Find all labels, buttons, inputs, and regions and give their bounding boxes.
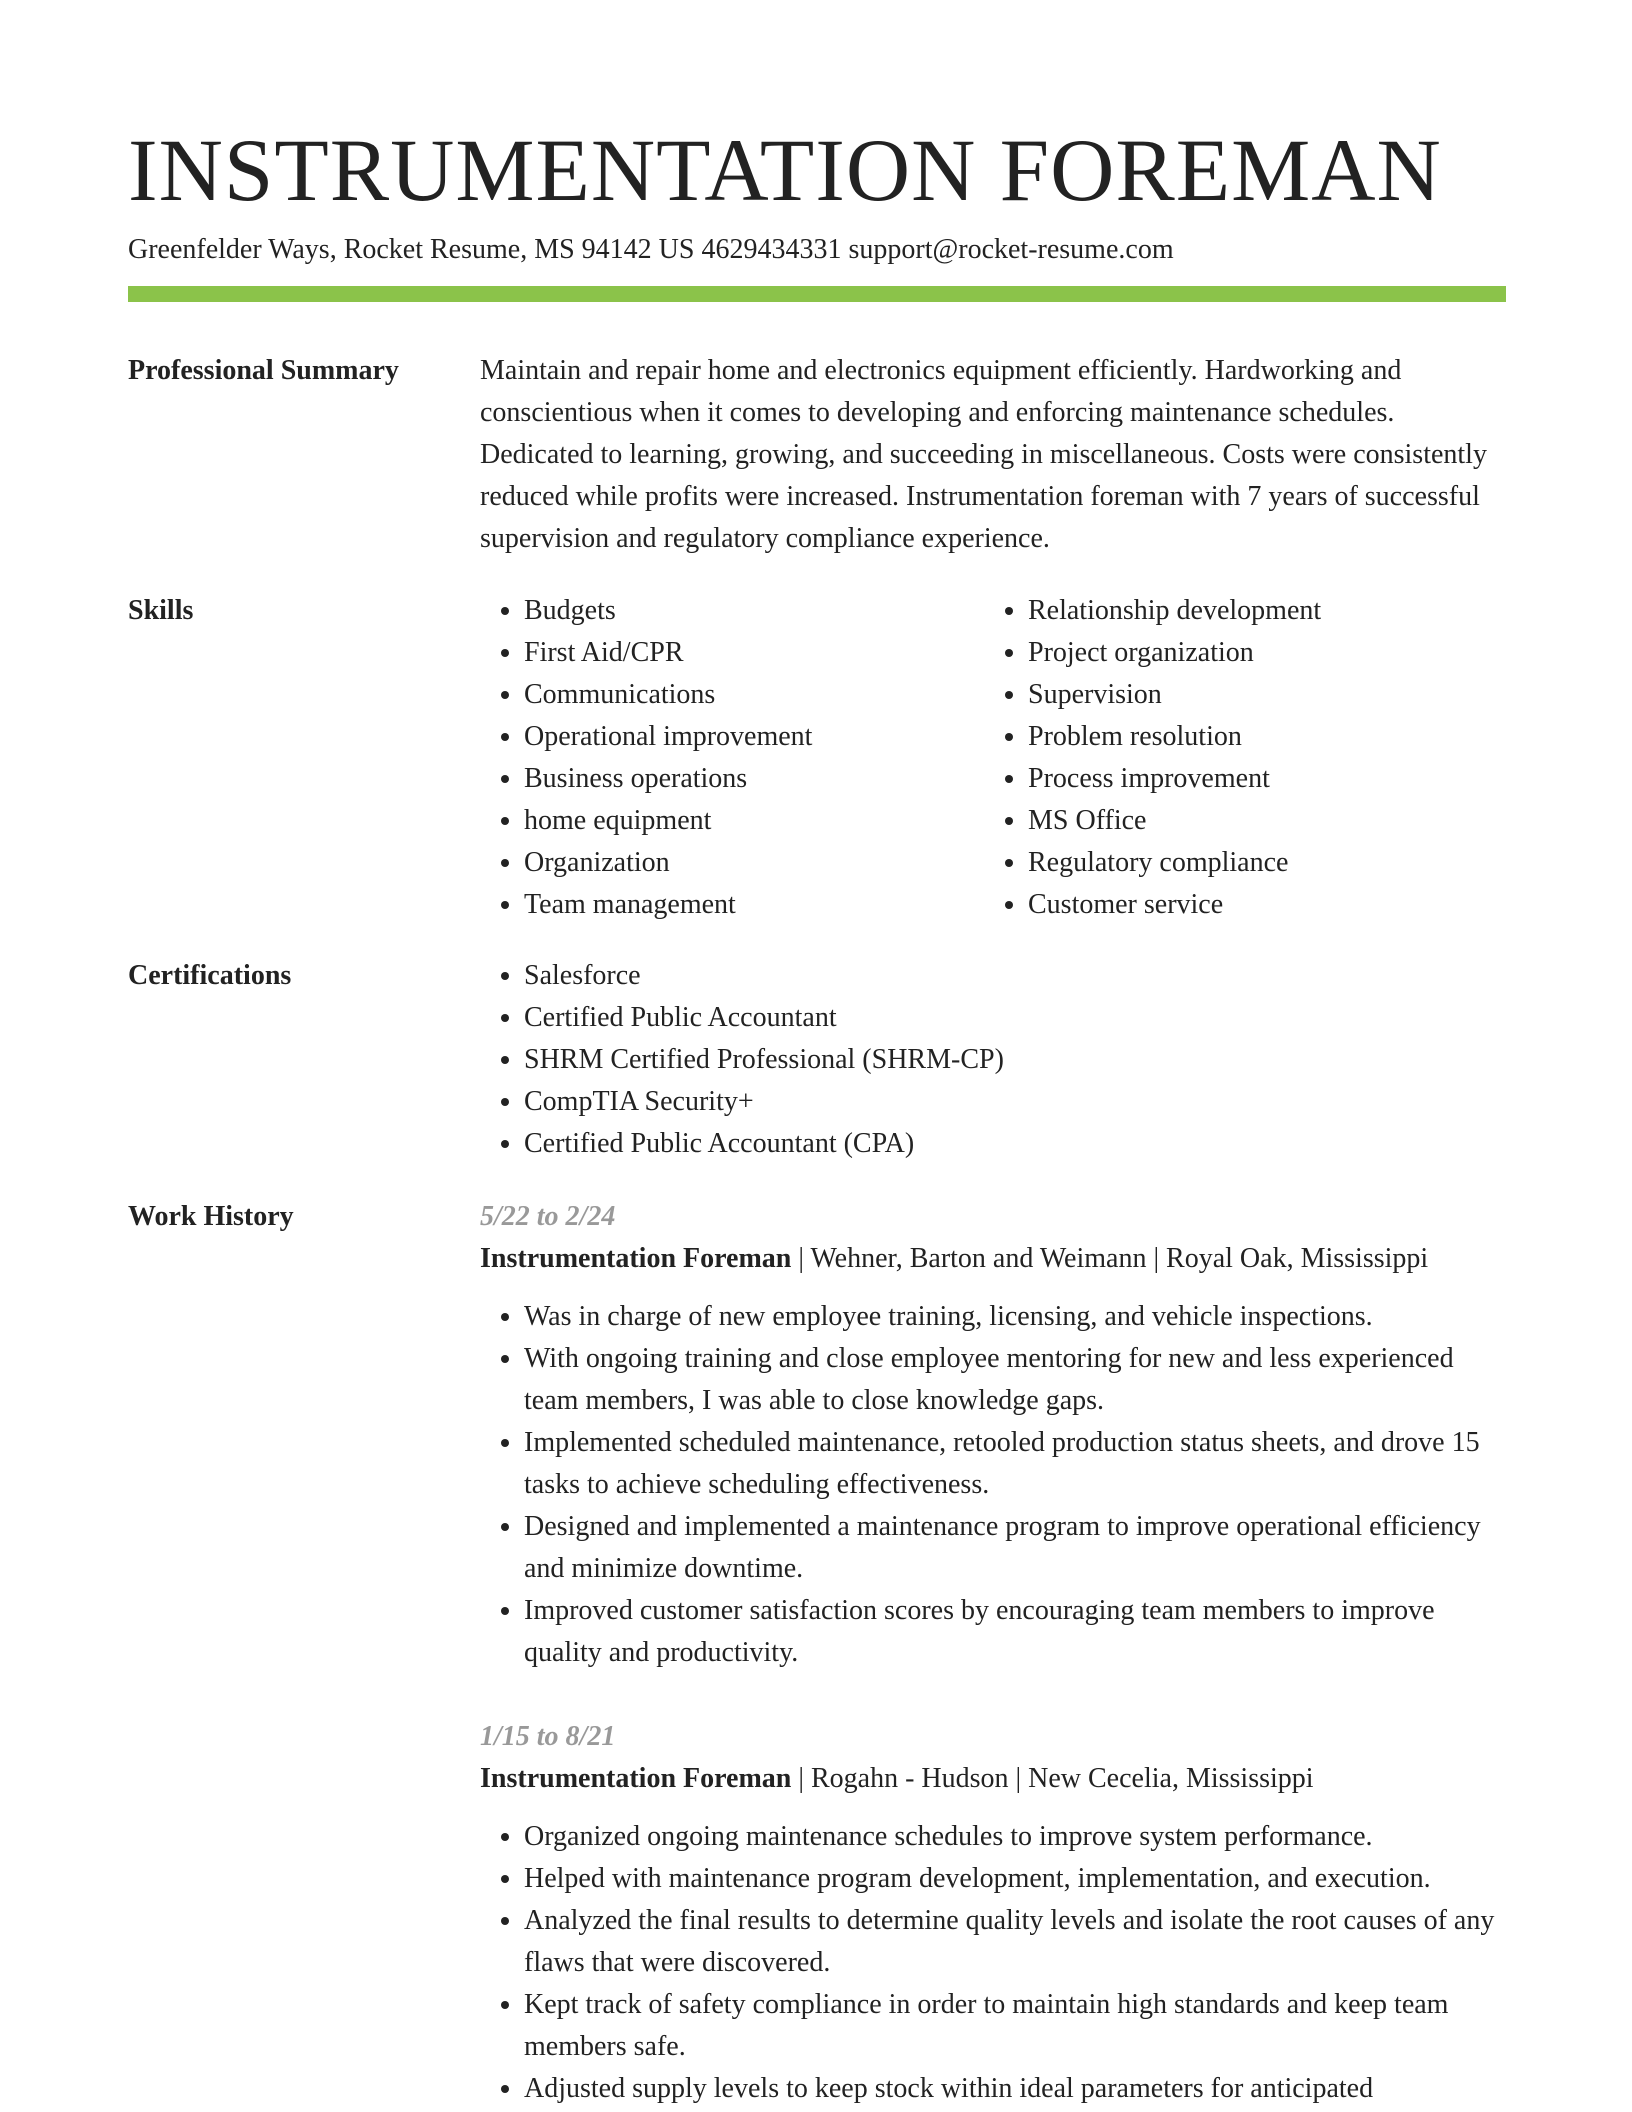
- job-details: | Wehner, Barton and Weimann | Royal Oak, Mississippi: [791, 1243, 1429, 1274]
- skill-item: • Customer service: [1028, 884, 1528, 926]
- skills-list-left: [480, 590, 1024, 926]
- job-heading: [480, 1758, 1506, 1800]
- summary-label: Professional Summary: [128, 355, 399, 386]
- job-bullet: • Adjusted supply levels to keep stock within ideal parameters for anticipated: [524, 2068, 1506, 2110]
- skill-item: • MS Office: [1028, 800, 1528, 842]
- job-entry: [480, 1716, 1506, 2110]
- job-bullet: • Was in charge of new employee training, licensing, and vehicle inspections.: [524, 1296, 1506, 1338]
- skill-item: • Process improvement: [1028, 758, 1528, 800]
- skills-label: Skills: [128, 595, 194, 626]
- skill-item: • Problem resolution: [1028, 716, 1528, 758]
- resume-name: INSTRUMENTATION FOREMAN: [128, 122, 1442, 220]
- job-dates: 5/22 to 2/24: [480, 1201, 616, 1232]
- summary-text: Maintain and repair home and electronics equipment efficiently. Hardworking and conscientious when it comes to developing and enforcing maintenance schedules. Dedicated to learning, growing, and succeeding in miscellaneous. Costs were consistently reduced while profits were increased. Instrumentation foreman with 7 years of successful supervision and regulatory compliance experience.: [480, 355, 1487, 554]
- job-bullet: • Helped with maintenance program development, implementation, and execution.: [524, 1858, 1506, 1900]
- certifications-list: [480, 955, 1506, 1165]
- skill-item: • Team management: [524, 884, 1024, 926]
- job-details: | Rogahn - Hudson | New Cecelia, Mississippi: [791, 1763, 1314, 1794]
- job-entry: [480, 1196, 1506, 1674]
- job-bullets: [480, 1816, 1506, 2110]
- skill-item: • Supervision: [1028, 674, 1528, 716]
- certifications-label: Certifications: [128, 960, 292, 991]
- certification-item: • SHRM Certified Professional (SHRM-CP): [524, 1039, 1506, 1081]
- skills-list-right: [984, 590, 1528, 926]
- skill-item: • home equipment: [524, 800, 1024, 842]
- job-title: Instrumentation Foreman: [480, 1763, 792, 1794]
- job-heading: [480, 1238, 1506, 1280]
- skill-item: • Operational improvement: [524, 716, 1024, 758]
- job-bullet: • Organized ongoing maintenance schedules to improve system performance.: [524, 1816, 1506, 1858]
- skill-item: • Communications: [524, 674, 1024, 716]
- skill-item: • Project organization: [1028, 632, 1528, 674]
- accent-divider: [128, 286, 1506, 302]
- job-bullet: • Analyzed the final results to determine quality levels and isolate the root causes of any flaws that were discovered.: [524, 1900, 1506, 1984]
- work-history-label: Work History: [128, 1201, 294, 1232]
- skill-item: • Regulatory compliance: [1028, 842, 1528, 884]
- job-title: Instrumentation Foreman: [480, 1243, 792, 1274]
- skill-item: • Business operations: [524, 758, 1024, 800]
- job-bullet: • Designed and implemented a maintenance program to improve operational efficiency and minimize downtime.: [524, 1506, 1506, 1590]
- skill-item: • Budgets: [524, 590, 1024, 632]
- certification-item: • Certified Public Accountant (CPA): [524, 1123, 1506, 1165]
- job-bullet: • Kept track of safety compliance in order to maintain high standards and keep team members safe.: [524, 1984, 1506, 2068]
- job-bullet: • With ongoing training and close employee mentoring for new and less experienced team members, I was able to close knowledge gaps.: [524, 1338, 1506, 1422]
- contact-line: Greenfelder Ways, Rocket Resume, MS 94142 US 4629434331 support@rocket-resume.com: [128, 234, 1174, 265]
- certification-item: • Salesforce: [524, 955, 1506, 997]
- certification-item: • Certified Public Accountant: [524, 997, 1506, 1039]
- certification-item: • CompTIA Security+: [524, 1081, 1506, 1123]
- skill-item: • Relationship development: [1028, 590, 1528, 632]
- job-bullet: • Improved customer satisfaction scores by encouraging team members to improve quality and productivity.: [524, 1590, 1506, 1674]
- job-dates: 1/15 to 8/21: [480, 1721, 616, 1752]
- job-bullets: [480, 1296, 1506, 1674]
- skill-item: • First Aid/CPR: [524, 632, 1024, 674]
- job-bullet: • Implemented scheduled maintenance, retooled production status sheets, and drove 15 tasks to achieve scheduling effectiveness.: [524, 1422, 1506, 1506]
- skill-item: • Organization: [524, 842, 1024, 884]
